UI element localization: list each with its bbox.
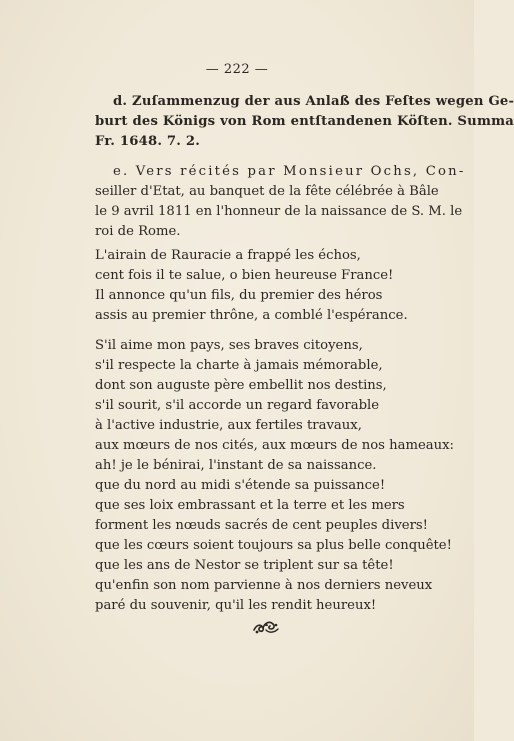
stanza-2-line-13: qu'enfin son nom parvienne à nos derniers neveux (95, 578, 433, 593)
section-e-line-3: le 9 avril 1811 en l'honneur de la naissance de S. M. le (95, 204, 463, 219)
section-e-line-2: seiller d'Etat, au banquet de la fête célébrée à Bâle (95, 184, 439, 199)
section-e-line-1: e. Vers récités par Monsieur Ochs, Con- (113, 164, 466, 179)
stanza-1-line-2: cent fois il te salue, o bien heureuse France! (95, 268, 394, 283)
stanza-2-line-11: que les cœurs soient toujours sa plus belle conquête! (95, 538, 452, 553)
section-d-line-2: burt des Königs von Rom entſtandenen Köſten. Summa (95, 114, 514, 129)
stanza-2-line-6: aux mœurs de nos cités, aux mœurs de nos hameaux: (95, 438, 454, 453)
stanza-2-line-1: S'il aime mon pays, ses braves citoyens, (95, 338, 363, 353)
stanza-2-line-14: paré du souvenir, qu'il les rendit heureux! (95, 598, 377, 613)
stanza-1-line-1: L'airain de Rauracie a frappé les échos, (95, 248, 361, 263)
stanza-2-line-3: dont son auguste père embellit nos destins, (95, 378, 387, 393)
section-d-line-3: Fr. 1648. 7. 2. (95, 134, 201, 149)
stanza-2-line-9: que ses loix embrassant et la terre et les mers (95, 498, 405, 513)
section-d-line-1: d. Zuſammenzug der aus Anlaß des Feſtes wegen Ge- (113, 94, 514, 109)
stanza-2-line-7: ah! je le bénirai, l'instant de sa naissance. (95, 458, 377, 473)
stanza-2-line-12: que les ans de Nestor se triplent sur sa tête! (95, 558, 394, 573)
stanza-2-line-8: que du nord au midi s'étende sa puissance! (95, 478, 386, 493)
stanza-2-line-2: s'il respecte la charte à jamais mémorable, (95, 358, 383, 373)
stanza-2-line-10: forment les nœuds sacrés de cent peuples divers! (95, 518, 428, 533)
stanza-1-line-3: Il annonce qu'un fils, du premier des héros (95, 288, 383, 303)
page-number: — 222 — (205, 62, 269, 77)
stanza-2-line-4: s'il sourit, s'il accorde un regard favorable (95, 398, 380, 413)
fleuron-ornament-icon (252, 618, 280, 636)
stanza-1-line-4: assis au premier thrône, a comblé l'espérance. (95, 308, 408, 323)
stanza-2-line-5: à l'active industrie, aux fertiles travaux, (95, 418, 362, 433)
section-e-line-4: roi de Rome. (95, 224, 181, 239)
